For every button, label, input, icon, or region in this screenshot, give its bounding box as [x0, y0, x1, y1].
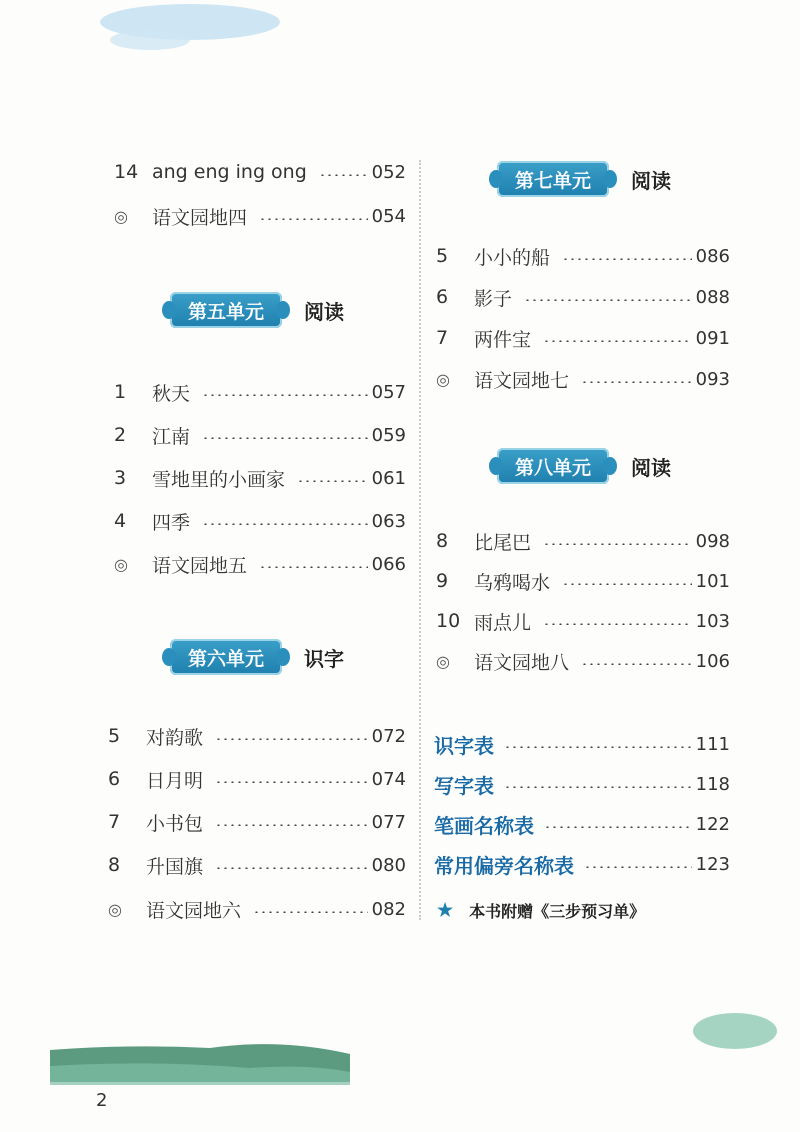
entry-title: 比尾巴: [474, 531, 532, 554]
circle-icon: ◎: [436, 651, 450, 671]
entry-title: 小书包: [146, 812, 204, 835]
unit-label: 阅读: [631, 168, 672, 193]
entry-page: 122: [695, 813, 730, 835]
note-text: 本书附赠《三步预习单》: [469, 901, 646, 921]
entry-page: 080: [371, 854, 406, 876]
entry-page: 111: [695, 733, 730, 755]
entry-page: 082: [371, 898, 406, 920]
entry-title: 升国旗: [146, 855, 204, 878]
toc-entry[interactable]: [436, 281, 730, 313]
entry-number: 6: [436, 286, 449, 308]
dot-leader: [581, 663, 692, 665]
entry-title: ang eng ing ong: [152, 161, 307, 183]
toc-entry[interactable]: [108, 763, 406, 795]
entry-page: 098: [695, 530, 730, 552]
toc-entry[interactable]: [108, 806, 406, 838]
entry-page: 054: [371, 205, 406, 227]
appendix-title: 写字表: [434, 773, 494, 798]
dot-leader: [259, 566, 368, 568]
entry-page: 088: [695, 286, 730, 308]
entry-number: 9: [436, 570, 449, 592]
toc-entry[interactable]: [436, 605, 730, 637]
dot-leader: [504, 746, 692, 748]
toc-entry[interactable]: [114, 200, 406, 232]
appendix-title: 识字表: [434, 733, 494, 758]
entry-title: 日月明: [146, 769, 204, 792]
entry-title: 小小的船: [474, 246, 551, 269]
entry-page: 123: [695, 853, 730, 875]
entry-page: 093: [695, 368, 730, 390]
unit-badge: 第八单元: [497, 448, 609, 484]
appendix-title: 笔画名称表: [434, 813, 534, 838]
toc-entry[interactable]: [436, 645, 730, 677]
entry-title: 对韵歌: [146, 726, 204, 749]
entry-page: 077: [371, 811, 406, 833]
dot-leader: [584, 866, 692, 868]
entry-title: 影子: [474, 287, 513, 310]
dot-leader: [215, 738, 368, 740]
appendix-entry[interactable]: [434, 767, 730, 801]
dot-leader: [504, 786, 692, 788]
entry-number: 2: [114, 424, 127, 446]
dot-leader: [544, 826, 692, 828]
dot-leader: [259, 218, 368, 220]
appendix-entry[interactable]: [434, 847, 730, 881]
dot-leader: [562, 258, 692, 260]
circle-icon: ◎: [114, 554, 128, 574]
entry-page: 063: [371, 510, 406, 532]
entry-page: 066: [371, 553, 406, 575]
entry-page: 118: [695, 773, 730, 795]
dot-leader: [543, 623, 692, 625]
entry-number: 8: [108, 854, 121, 876]
entry-title: 江南: [152, 425, 191, 448]
entry-page: 059: [371, 424, 406, 446]
unit-header-6: [170, 637, 344, 677]
star-icon: ★: [437, 899, 454, 921]
dot-leader: [581, 381, 692, 383]
entry-title: 语文园地五: [152, 554, 248, 577]
unit-header-8: [497, 446, 671, 486]
entry-title: 语文园地六: [146, 899, 242, 922]
entry-page: 086: [695, 245, 730, 267]
entry-number: 4: [114, 510, 127, 532]
entry-title: 四季: [152, 511, 191, 534]
entry-number: 1: [114, 381, 127, 403]
entry-page: 101: [695, 570, 730, 592]
entry-title: 语文园地七: [474, 369, 570, 392]
entry-number: 8: [436, 530, 449, 552]
dot-leader: [297, 480, 368, 482]
entry-page: 061: [371, 467, 406, 489]
entry-page: 091: [695, 327, 730, 349]
toc-entry[interactable]: [114, 419, 406, 451]
toc-entry[interactable]: [436, 363, 730, 395]
circle-icon: ◎: [114, 206, 128, 226]
entry-page: 074: [371, 768, 406, 790]
dot-leader: [215, 824, 368, 826]
circle-icon: ◎: [108, 899, 122, 919]
toc-entry[interactable]: [436, 565, 730, 597]
entry-number: 10: [436, 610, 461, 632]
toc-entry[interactable]: [114, 156, 406, 188]
dot-leader: [543, 340, 692, 342]
entry-number: 14: [114, 161, 139, 183]
column-divider: [419, 160, 421, 920]
entry-page: 106: [695, 650, 730, 672]
entry-number: 3: [114, 467, 127, 489]
entry-page: 072: [371, 725, 406, 747]
dot-leader: [202, 437, 368, 439]
circle-icon: ◎: [436, 369, 450, 389]
unit-label: 识字: [304, 646, 345, 671]
watercolor-decoration-top: [80, 0, 300, 80]
toc-entry[interactable]: [108, 720, 406, 752]
toc-entry[interactable]: [114, 376, 406, 408]
entry-number: 7: [108, 811, 121, 833]
unit-badge: 第七单元: [497, 161, 609, 197]
unit-badge: 第六单元: [170, 639, 282, 675]
entry-title: 秋天: [152, 382, 191, 405]
appendix-entry[interactable]: [434, 727, 730, 761]
toc-entry[interactable]: [114, 505, 406, 537]
dot-leader: [215, 867, 368, 869]
entry-number: 5: [436, 245, 449, 267]
entry-number: 7: [436, 327, 449, 349]
watercolor-landscape-bottom: [50, 1030, 370, 1090]
dot-leader: [202, 394, 368, 396]
entry-number: 5: [108, 725, 121, 747]
watercolor-decoration-right: [690, 1005, 780, 1060]
dot-leader: [202, 523, 368, 525]
entry-title: 雪地里的小画家: [152, 468, 286, 491]
supplement-note: [437, 896, 645, 924]
unit-header-7: [497, 159, 671, 199]
entry-title: 雨点儿: [474, 611, 532, 634]
page-number: 2: [96, 1090, 108, 1111]
unit-label: 阅读: [631, 455, 672, 480]
toc-entry[interactable]: [114, 548, 406, 580]
entry-title: 语文园地八: [474, 651, 570, 674]
entry-title: 两件宝: [474, 328, 532, 351]
appendix-entry[interactable]: [434, 807, 730, 841]
entry-page: 052: [371, 161, 406, 183]
entry-page: 057: [371, 381, 406, 403]
dot-leader: [319, 174, 368, 176]
dot-leader: [524, 299, 692, 301]
toc-entry[interactable]: [436, 322, 730, 354]
toc-entry[interactable]: [436, 525, 730, 557]
entry-number: 6: [108, 768, 121, 790]
unit-badge: 第五单元: [170, 292, 282, 328]
toc-entry[interactable]: [436, 240, 730, 272]
entry-page: 103: [695, 610, 730, 632]
unit-label: 阅读: [304, 299, 345, 324]
appendix-title: 常用偏旁名称表: [434, 853, 574, 878]
dot-leader: [543, 543, 692, 545]
entry-title: 语文园地四: [152, 206, 248, 229]
dot-leader: [253, 911, 368, 913]
entry-title: 乌鸦喝水: [474, 571, 551, 594]
unit-header-5: [170, 290, 344, 330]
dot-leader: [562, 583, 692, 585]
toc-entry[interactable]: [108, 893, 406, 925]
toc-entry[interactable]: [114, 462, 406, 494]
dot-leader: [215, 781, 368, 783]
toc-entry[interactable]: [108, 849, 406, 881]
